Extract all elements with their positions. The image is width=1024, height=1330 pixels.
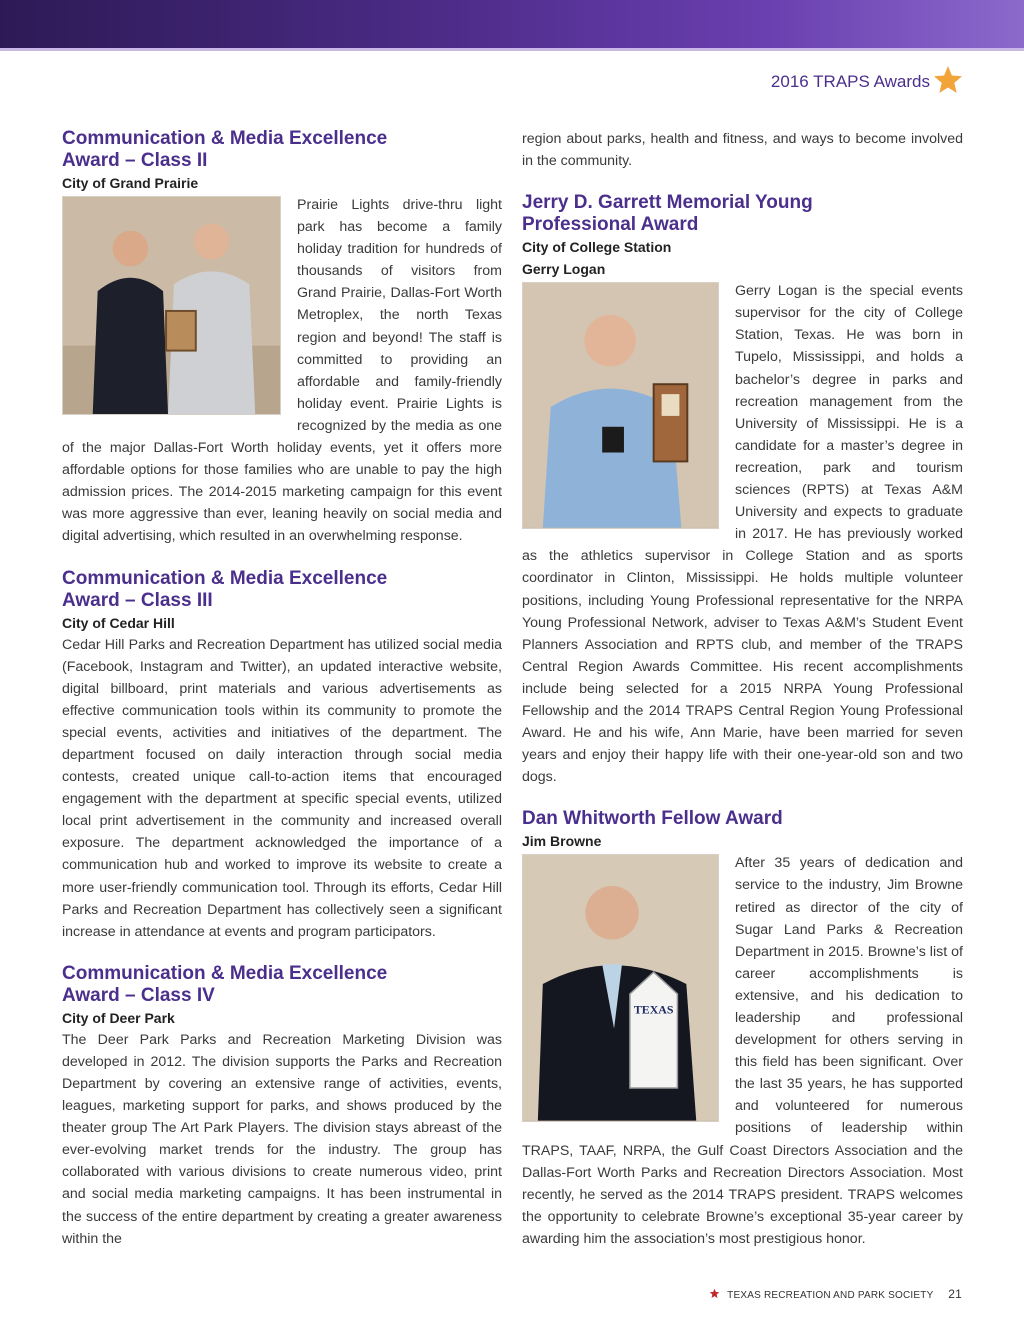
left-column <box>62 128 502 1250</box>
section-title: Dan Whitworth Fellow Award <box>522 808 783 830</box>
section-body: After 35 years of dedication and service to the industry, Jim Browne retired as director of the city of Sugar Land Parks & Recreation Department in 2015. Browne’s list of career accomplishments is extensive, and his dedication to leadership and professional development for others serving in this field has been significant. Over the last 35 years, he has supported and volunteered for numerous positions of leadership within TRAPS, TAAF, NRPA, the Gulf Coast Directors Association and the Dallas-Fort Worth Parks and Recreation Directors Association. Most recently, he served as the 2014 TRAPS president. TRAPS welcomes the opportunity to celebrate Browne’s exceptional 35-year career by awarding him the association’s most prestigious honor. <box>522 855 963 1247</box>
recipient-name: Gerry Logan <box>522 261 606 278</box>
star-icon <box>932 64 964 96</box>
section-title: Communication & Media Excellence Award – Class III <box>62 567 388 611</box>
award-class-iii <box>62 568 502 943</box>
right-column <box>522 128 963 1250</box>
photo-man-with-plaque-icon <box>523 283 718 528</box>
footer-star-icon <box>709 1288 720 1299</box>
section-body: Prairie Lights drive-thru light park has become a family holiday tradition for hundreds of thousands of visitors from Grand Prairie, Dallas-Fort Worth Metroplex, the north Texas region and beyond! The staff is committed to providing an affordable and family-friendly holiday event. Prairie Lights is recognized by the media as one of the major Dallas-Fort Worth holiday events, yet it offers more affordable options for those families who are unable to pay the high admission prices. The 2014-2015 marketing campaign for this event was more aggressive than ever, leaning heavily on social media and digital advertising, which resulted in an overwhelming response. <box>62 197 502 545</box>
photo-two-men-icon <box>63 197 280 414</box>
section-subtitle: City of College Station <box>522 239 672 256</box>
section-body: The Deer Park Parks and Recreation Marketing Division was developed in 2012. The division supports the Parks and Recreation Department by covering an extensive range of activities, events, leagues, marketing support for parks, and shows produced by the theater group The Art Park Players. The division stays abreast of the ever-evolving market trends for the industry. The group has collaborated with various divisions to create numerous video, print and social media marketing campaigns. It has been instrumental in the success of the entire department by creating a greater awareness within the <box>62 1031 502 1247</box>
section-title: Communication & Media Excellence Award – Class IV <box>62 962 388 1006</box>
award-photo-jim-browne <box>522 854 719 1122</box>
running-header: 2016 TRAPS Awards <box>770 72 930 91</box>
footer-org: TEXAS RECREATION AND PARK SOCIETY <box>727 1290 934 1301</box>
award-photo-grand-prairie <box>62 196 281 415</box>
section-body: Gerry Logan is the special events supervisor for the city of College Station, Texas. He was born in Tupelo, Mississippi, and holds a bachelor’s degree in parks and recreation management from the University of Mississippi. He is a candidate for a master’s degree in recreation, park and tourism sciences (RPTS) at Texas A&M University and expects to graduate in 2017. He has previously worked as the athletics supervisor in College Station and as sports coordinator in Clinton, Mississippi. He holds multiple volunteer positions, including Young Professional representative for the NRPA Young Professional Network, adviser to Texas A&M’s Student Event Planners Association and RPTS club, and member of the TRAPS Central Region Awards Committee. His recent accomplishments include being selected for a 2015 NRPA Young Professional Fellowship and the 2014 TRAPS Central Region Young Professional Award. He and his wife, Ann Marie, have been married for seven years and enjoy their happy life with their one-year-old son and two dogs. <box>522 283 963 786</box>
award-photo-gerry-logan <box>522 282 719 529</box>
page-footer <box>709 1287 962 1301</box>
fellow-award <box>522 808 963 1250</box>
section-title: Communication & Media Excellence Award – Class II <box>62 128 388 171</box>
photo-man-with-trophy-icon <box>523 855 718 1121</box>
section-subtitle: City of Cedar Hill <box>62 614 175 631</box>
young-professional-award <box>522 192 963 788</box>
section-body: Cedar Hill Parks and Recreation Department has utilized social media (Facebook, Instagram and Twitter), an updated interactive website, digital billboard, print materials and various advertisements as effective communication tools within its community to promote the special events, activities and initiatives of the department. The department focused on daily interaction through social media contests, created unique call-to-action items that encouraged engagement with the department at specific special events, utilized local print advertisement in the community and increased overall exposure. The department acknowledged the importance of a communication hub and worked to improve its website to create a more user-friendly communication tool. Through its efforts, Cedar Hill Parks and Recreation Department has collectively seen a significant increase in attendance at events and program participators. <box>62 636 502 940</box>
section-subtitle: City of Grand Prairie <box>62 175 199 191</box>
continued-text: region about parks, health and fitness, and ways to become involved in the community. <box>522 131 963 170</box>
award-class-iv <box>62 963 502 1250</box>
trophy-text: TEXAS <box>633 1003 674 1018</box>
award-class-ii <box>62 128 502 548</box>
top-banner <box>0 0 1024 48</box>
section-title: Jerry D. Garrett Memorial Young Professional Award <box>522 192 813 236</box>
page-number: 21 <box>948 1287 962 1301</box>
top-banner-rule <box>0 48 1024 51</box>
section-subtitle: City of Deer Park <box>62 1009 175 1026</box>
recipient-name: Jim Browne <box>522 833 602 850</box>
